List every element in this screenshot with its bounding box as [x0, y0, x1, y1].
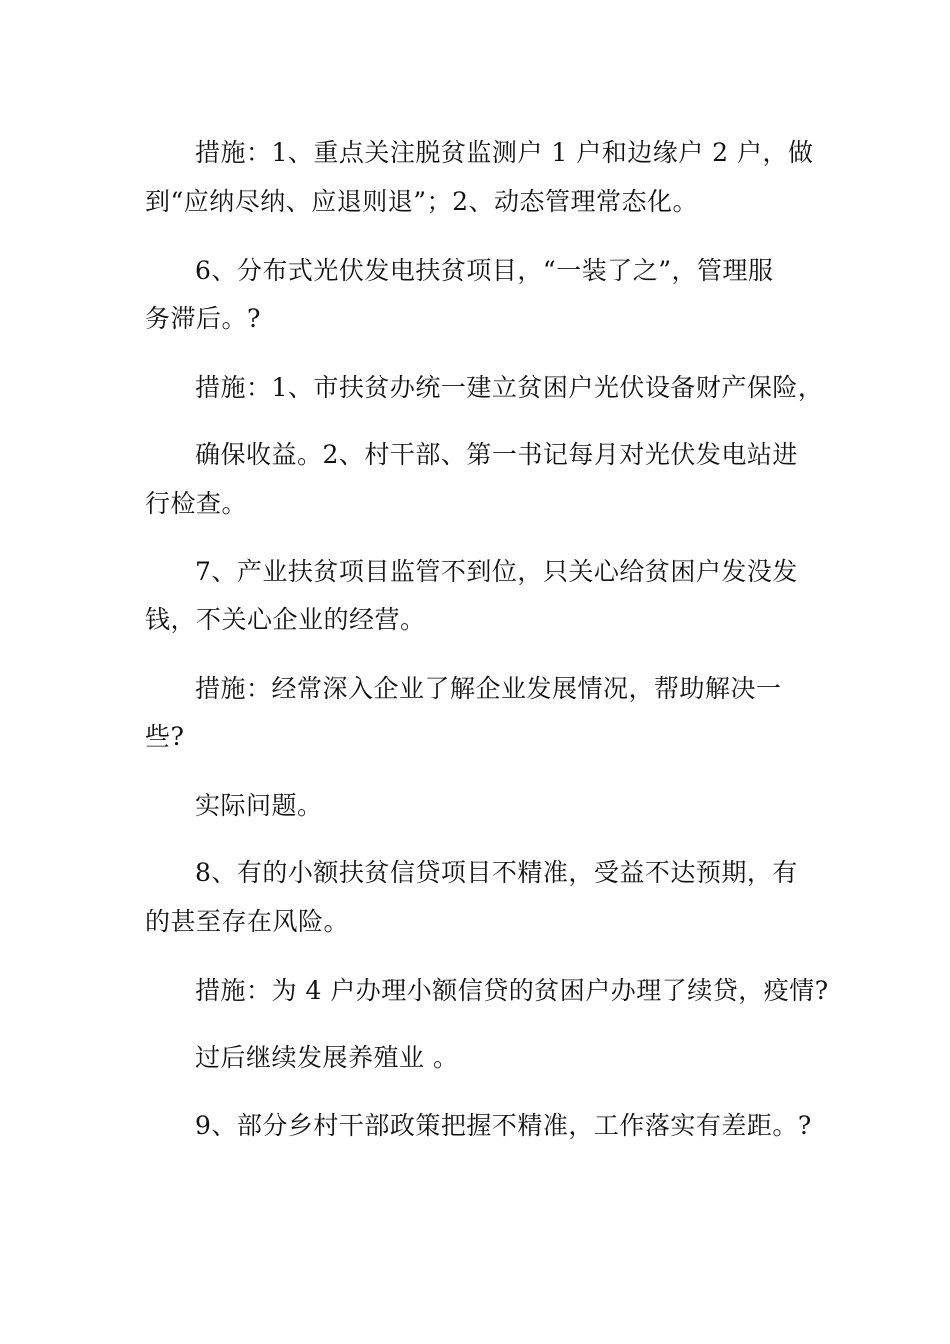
paragraph-line: 些?: [145, 722, 185, 751]
paragraph-line: 到“应纳尽纳、应退则退”；2、动态管理常态化。: [145, 187, 698, 216]
paragraph-line: 过后继续发展养殖业 。: [195, 1043, 459, 1072]
paragraph-line: 实际问题。: [195, 791, 323, 820]
paragraph-line: 的甚至存在风险。: [145, 907, 350, 936]
paragraph-line: 措施：为 4 户办理小额信贷的贫困户办理了续贷，疫情?: [195, 976, 829, 1005]
paragraph-line: 措施：1、市扶贫办统一建立贫困户光伏设备财产保险，: [195, 373, 824, 402]
paragraph-line: 行检查。: [145, 489, 248, 518]
paragraph-line: 8、有的小额扶贫信贷项目不精准，受益不达预期，有: [195, 858, 798, 887]
paragraph-line: 钱，不关心企业的经营。: [145, 605, 426, 634]
paragraph-line: 6、分布式光伏发电扶贫项目，“一装了之”，管理服: [195, 256, 774, 285]
paragraph-line: 措施：1、重点关注脱贫监测户 1 户和边缘户 2 户，做: [195, 138, 814, 167]
paragraph-line: 务滞后。?: [145, 304, 261, 333]
paragraph-line: 确保收益。2、村干部、第一书记每月对光伏发电站进: [195, 440, 798, 469]
paragraph-line: 9、部分乡村干部政策把握不精准，工作落实有差距。?: [195, 1111, 812, 1140]
paragraph-line: 措施：经常深入企业了解企业发展情况，帮助解决一: [195, 674, 782, 703]
paragraph-line: 7、产业扶贫项目监管不到位，只关心给贫困户发没发: [195, 557, 798, 586]
